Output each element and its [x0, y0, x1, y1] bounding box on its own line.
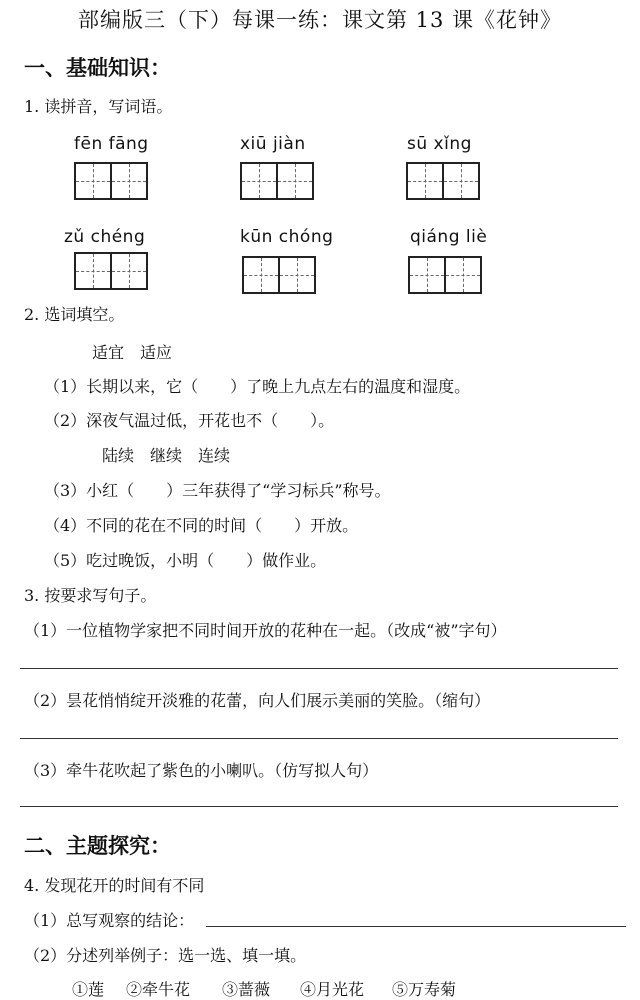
fill-item-3: （3）小红（ ）三年获得了“学习标兵”称号。 [44, 481, 391, 500]
writing-grid-6[interactable] [408, 256, 480, 294]
writing-grid-1[interactable] [74, 162, 146, 200]
pinyin-suxing: sū xǐng [407, 134, 472, 154]
sentence-task-1: （1）一位植物学家把不同时间开放的花种在一起。（改成“被”字句） [24, 621, 507, 640]
writing-cell[interactable] [408, 256, 446, 294]
writing-grid-3[interactable] [406, 162, 478, 200]
pinyin-kunchong: kūn chóng [240, 227, 334, 247]
answer-line-2[interactable] [20, 738, 618, 739]
writing-grid-5[interactable] [242, 256, 314, 294]
conclusion-item: （1）总写观察的结论： [24, 911, 195, 930]
fill-item-5: （5）吃过晚饭，小明（ ）做作业。 [44, 551, 327, 570]
examples-item: （2）分述列举例子：选一选、填一填。 [24, 946, 307, 965]
pinyin-zucheng: zǔ chéng [64, 227, 146, 247]
conclusion-answer-line[interactable] [206, 926, 626, 927]
word-choices-1: 适宜 适应 [92, 343, 173, 362]
answer-line-3[interactable] [20, 806, 618, 807]
writing-cell[interactable] [110, 162, 148, 200]
sentence-task-3: （3）牵牛花吹起了紫色的小喇叭。（仿写拟人句） [24, 761, 379, 780]
writing-cell[interactable] [242, 256, 280, 294]
writing-grid-4[interactable] [74, 252, 146, 290]
writing-cell[interactable] [278, 256, 316, 294]
option-moonflower: ④月光花 [300, 980, 365, 999]
page-title: 部编版三（下）每课一练：课文第 13 课《花钟》 [77, 8, 563, 32]
sentence-task-2: （2）昙花悄悄绽开淡雅的花蕾，向人们展示美丽的笑脸。（缩句） [24, 691, 491, 710]
answer-line-1[interactable] [20, 668, 618, 669]
fill-item-2: （2）深夜气温过低，开花也不（ ）。 [44, 411, 335, 430]
writing-cell[interactable] [74, 162, 112, 200]
section-heading-basic: 一、基础知识： [24, 56, 171, 80]
pinyin-qianglie: qiáng liè [410, 227, 488, 247]
writing-cell[interactable] [442, 162, 480, 200]
option-marigold: ⑤万寿菊 [392, 980, 457, 999]
fill-item-4: （4）不同的花在不同的时间（ ）开放。 [44, 516, 359, 535]
pinyin-fenfang: fēn fāng [74, 134, 149, 154]
writing-cell[interactable] [110, 252, 148, 290]
writing-cell[interactable] [444, 256, 482, 294]
question-1-label: 1. 读拼音，写词语。 [24, 97, 173, 116]
question-4-label: 4. 发现花开的时间有不同 [24, 876, 205, 895]
writing-cell[interactable] [276, 162, 314, 200]
question-2-label: 2. 选词填空。 [24, 305, 125, 324]
writing-grid-2[interactable] [240, 162, 312, 200]
option-morning-glory: ②牵牛花 [126, 980, 191, 999]
option-rose: ③蔷薇 [222, 980, 271, 999]
writing-cell[interactable] [240, 162, 278, 200]
option-lotus: ①莲 [72, 980, 105, 999]
word-choices-2: 陆续 继续 连续 [102, 446, 231, 465]
writing-cell[interactable] [74, 252, 112, 290]
section-heading-inquiry: 二、主题探究： [24, 834, 171, 858]
fill-item-1: （1）长期以来，它（ ）了晚上九点左右的温度和湿度。 [44, 377, 471, 396]
pinyin-xiujian: xiū jiàn [240, 134, 306, 154]
question-3-label: 3. 按要求写句子。 [24, 586, 157, 605]
writing-cell[interactable] [406, 162, 444, 200]
